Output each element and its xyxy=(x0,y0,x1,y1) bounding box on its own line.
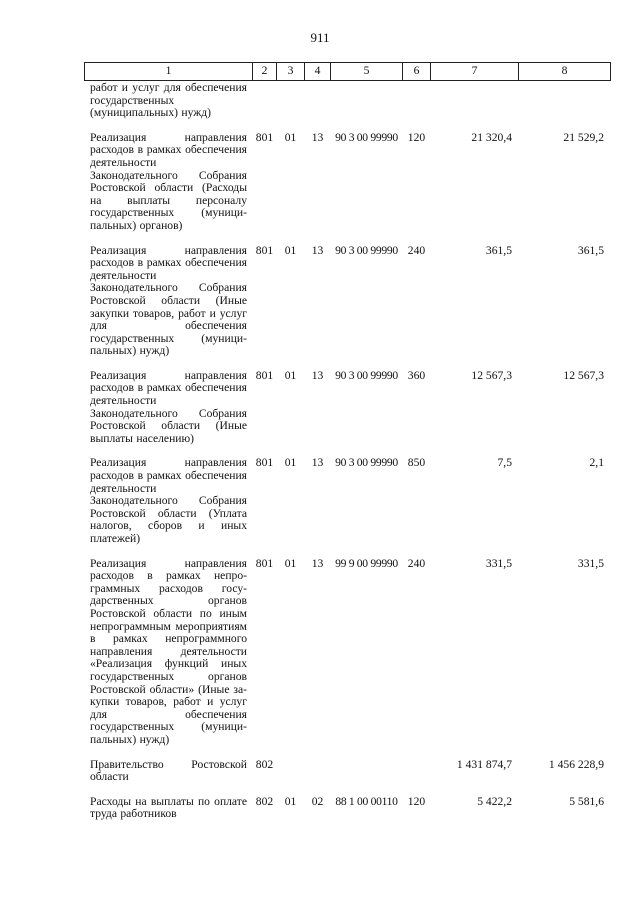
row-sum-year-1: 7,5 xyxy=(431,457,519,557)
row-rz: 01 xyxy=(277,558,305,759)
page-number: 911 xyxy=(310,30,330,45)
table-row xyxy=(85,457,611,557)
row-ved: 801 xyxy=(253,370,277,458)
row-vr xyxy=(403,759,431,796)
row-rz xyxy=(277,759,305,796)
table-row xyxy=(85,796,611,833)
row-vr: 240 xyxy=(403,245,431,370)
row-ved: 802 xyxy=(253,759,277,796)
row-vr: 120 xyxy=(403,132,431,245)
column-header: 2 xyxy=(253,63,277,81)
row-csr: 90 3 00 99990 xyxy=(331,132,403,245)
row-ved: 801 xyxy=(253,457,277,557)
row-vr xyxy=(403,81,431,132)
row-pr: 02 xyxy=(305,796,331,833)
row-sum-year-1: 21 320,4 xyxy=(431,132,519,245)
row-sum-year-1: 1 431 874,7 xyxy=(431,759,519,796)
row-vr: 240 xyxy=(403,558,431,759)
row-ved: 801 xyxy=(253,558,277,759)
row-name: Реализация направления расходов в рамках обеспечения деятельности Законодательного Собрания Ростовской области (Расходы на выплаты персоналу государственных (муниципальных) органов) xyxy=(85,132,253,245)
row-name: Расходы на выплаты по оплате труда работников xyxy=(85,796,253,833)
row-rz: 01 xyxy=(277,132,305,245)
column-header: 1 xyxy=(85,63,253,81)
column-header: 7 xyxy=(431,63,519,81)
row-csr xyxy=(331,759,403,796)
row-name: Реализация направления расходов в рамках обеспечения деятельности Законодательного Собрания Ростовской области (Уплата налогов, сборов и иных платежей) xyxy=(85,457,253,557)
row-sum-year-1: 5 422,2 xyxy=(431,796,519,833)
row-ved: 802 xyxy=(253,796,277,833)
row-csr: 90 3 00 99990 xyxy=(331,370,403,458)
row-pr xyxy=(305,759,331,796)
row-ved xyxy=(253,81,277,132)
row-rz: 01 xyxy=(277,370,305,458)
column-header: 5 xyxy=(331,63,403,81)
row-rz: 01 xyxy=(277,245,305,370)
table-row xyxy=(85,81,611,132)
row-sum-year-2: 2,1 xyxy=(519,457,611,557)
row-sum-year-1: 361,5 xyxy=(431,245,519,370)
table-row xyxy=(85,245,611,370)
row-sum-year-2: 331,5 xyxy=(519,558,611,759)
row-sum-year-2: 361,5 xyxy=(519,245,611,370)
row-csr: 88 1 00 00110 xyxy=(331,796,403,833)
row-sum-year-2: 5 581,6 xyxy=(519,796,611,833)
table-header-row xyxy=(85,63,611,81)
row-sum-year-2 xyxy=(519,81,611,132)
row-name: работ и услуг для обеспечения государственных (муниципальных) нужд) xyxy=(85,81,253,132)
row-name: Реализация направления расходов в рамках обеспечения деятельности Законодательного Собрания Ростовской области (Иные выплаты населению) xyxy=(85,370,253,458)
table-row xyxy=(85,132,611,245)
row-ved: 801 xyxy=(253,132,277,245)
row-pr: 13 xyxy=(305,245,331,370)
row-vr: 120 xyxy=(403,796,431,833)
row-sum-year-2: 21 529,2 xyxy=(519,132,611,245)
row-name: Правительство Ростовской области xyxy=(85,759,253,796)
table-row xyxy=(85,558,611,759)
row-sum-year-1: 12 567,3 xyxy=(431,370,519,458)
row-pr: 13 xyxy=(305,370,331,458)
row-sum-year-1: 331,5 xyxy=(431,558,519,759)
column-header: 8 xyxy=(519,63,611,81)
row-pr: 13 xyxy=(305,558,331,759)
row-csr xyxy=(331,81,403,132)
row-rz: 01 xyxy=(277,457,305,557)
table-row xyxy=(85,759,611,796)
table-row xyxy=(85,370,611,458)
budget-table xyxy=(84,62,611,833)
row-rz xyxy=(277,81,305,132)
column-header: 4 xyxy=(305,63,331,81)
row-csr: 90 3 00 99990 xyxy=(331,457,403,557)
row-vr: 850 xyxy=(403,457,431,557)
row-sum-year-1 xyxy=(431,81,519,132)
row-csr: 90 3 00 99990 xyxy=(331,245,403,370)
column-header: 6 xyxy=(403,63,431,81)
row-pr xyxy=(305,81,331,132)
row-pr: 13 xyxy=(305,457,331,557)
row-rz: 01 xyxy=(277,796,305,833)
row-name: Реализация направления расходов в рамках непрограммных расходов государственных органов Ростовской области по иным непрограммным мероприятиям в рамках непрограммного направления деятельности «Реализация функций иных государственных органов Ростовской области» (Иные закупки товаров, работ и услуг для обеспечения государственных (муниципальных) нужд) xyxy=(85,558,253,759)
column-header: 3 xyxy=(277,63,305,81)
row-sum-year-2: 1 456 228,9 xyxy=(519,759,611,796)
row-sum-year-2: 12 567,3 xyxy=(519,370,611,458)
row-name: Реализация направления расходов в рамках обеспечения деятельности Законодательного Собрания Ростовской области (Иные закупки товаров, работ и услуг для обеспечения государственных (муниципальных) нужд) xyxy=(85,245,253,370)
row-csr: 99 9 00 99990 xyxy=(331,558,403,759)
row-pr: 13 xyxy=(305,132,331,245)
row-ved: 801 xyxy=(253,245,277,370)
row-vr: 360 xyxy=(403,370,431,458)
